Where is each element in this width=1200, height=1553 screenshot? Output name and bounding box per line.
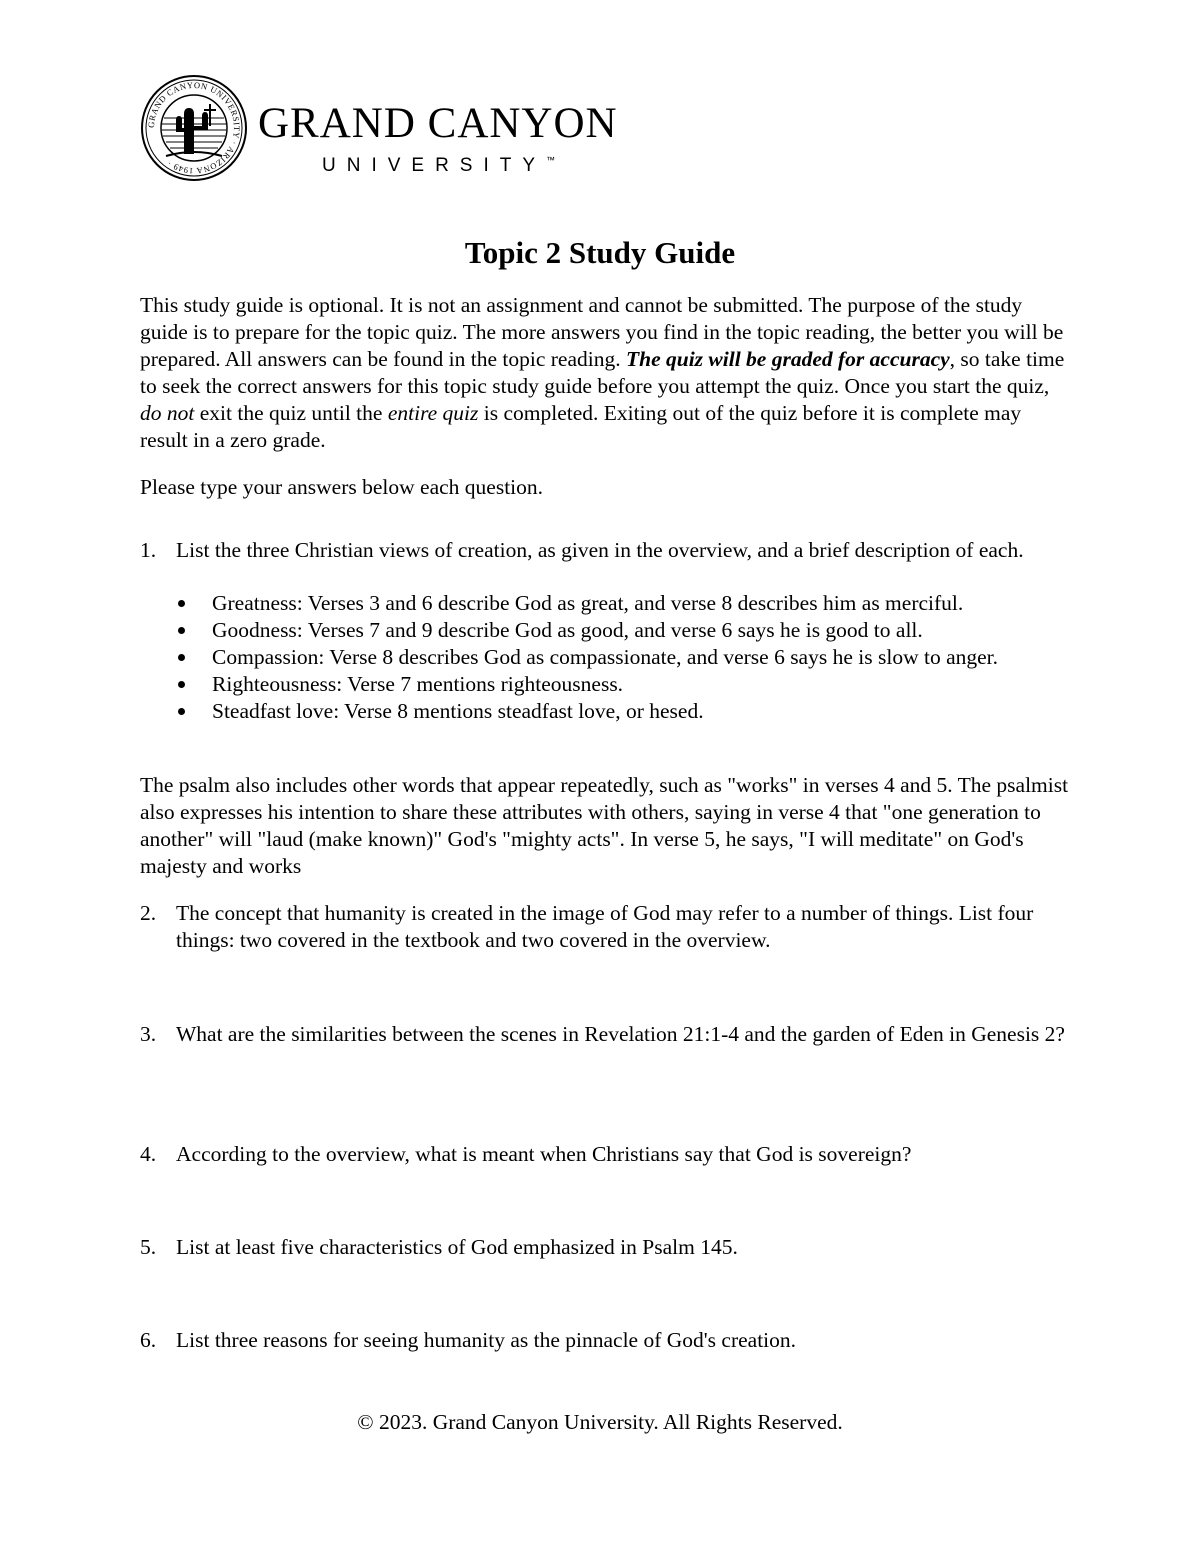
instruction-text: Please type your answers below each question. [140,475,544,499]
question-text: List the three Christian views of creation, as given in the overview, and a brief description of each. [176,538,1024,562]
answer-1-bullet-list [176,590,1056,725]
svg-text:GRAND CANYON UNIVERSITY · ARIZ: GRAND CANYON UNIVERSITY · ARIZONA 1949 · [145,79,243,177]
university-seal-icon [140,74,248,182]
question-2: 2. The concept that humanity is created in the image of God may refer to a number of things. List four things: two covered in the textbook and two covered in the overview. [140,900,1070,954]
list-item: Compassion: Verse 8 describes God as compassionate, and verse 6 says he is slow to anger. [176,644,1056,671]
list-item: Greatness: Verses 3 and 6 describe God as great, and verse 8 describes him as merciful. [176,590,1056,617]
list-item: Steadfast love: Verse 8 mentions steadfast love, or hesed. [176,698,1056,725]
answer-1-paragraph: The psalm also includes other words that appear repeatedly, such as "works" in verses 4 and 5. The psalmist also expresses his intention to share these attributes with others, saying in verse 4 that "one generation to another" will "laud (make known)" God's "mighty acts". In verse 5, he says, "I will meditate" on God's majesty and works [140,773,1069,878]
university-logo [140,74,620,186]
university-name-line1: GRAND CANYON [258,100,618,147]
list-item: Goodness: Verses 7 and 9 describe God as good, and verse 6 says he is good to all. [176,617,1056,644]
copyright-footer: © 2023. Grand Canyon University. All Rights Reserved. [357,1410,843,1434]
question-1: 1. List the three Christian views of creation, as given in the overview, and a brief description of each. [140,537,1070,564]
intro-paragraph: This study guide is optional. It is not an assignment and cannot be submitted. The purpose of the study guide is to prepare for the topic quiz. The more answers you find in the topic reading, the better you will be prepared. All answers can be found in the topic reading. The quiz will be graded for accuracy, so take time to seek the correct answers for this topic study guide before you attempt the quiz. Once you start the quiz, do not exit the quiz until the entire quiz is completed. Exiting out of the quiz before it is complete may result in a zero grade. [140,293,1065,452]
question-text: List at least five characteristics of God emphasized in Psalm 145. [176,1235,738,1259]
question-text: The concept that humanity is created in the image of God may refer to a number of things. List four things: two covered in the textbook and two covered in the overview. [176,901,1034,952]
question-text: According to the overview, what is meant when Christians say that God is sovereign? [176,1142,912,1166]
page-title: Topic 2 Study Guide [464,235,736,270]
question-6: 6. List three reasons for seeing humanity as the pinnacle of God's creation. [140,1327,1070,1354]
question-4: 4. According to the overview, what is meant when Christians say that God is sovereign? [140,1141,1070,1168]
question-text: List three reasons for seeing humanity as the pinnacle of God's creation. [176,1328,797,1352]
question-3: 3. What are the similarities between the scenes in Revelation 21:1-4 and the garden of Eden in Genesis 2? [140,1021,1070,1048]
university-name-line2: UNIVERSITY™ [322,155,556,176]
question-text: What are the similarities between the scenes in Revelation 21:1-4 and the garden of Eden in Genesis 2? [176,1022,1065,1046]
emphasis-graded-accuracy: The quiz will be graded for accuracy [625,347,950,371]
trademark-symbol: ™ [546,155,556,165]
question-5: 5. List at least five characteristics of God emphasized in Psalm 145. [140,1234,1070,1261]
list-item: Righteousness: Verse 7 mentions righteousness. [176,671,1056,698]
